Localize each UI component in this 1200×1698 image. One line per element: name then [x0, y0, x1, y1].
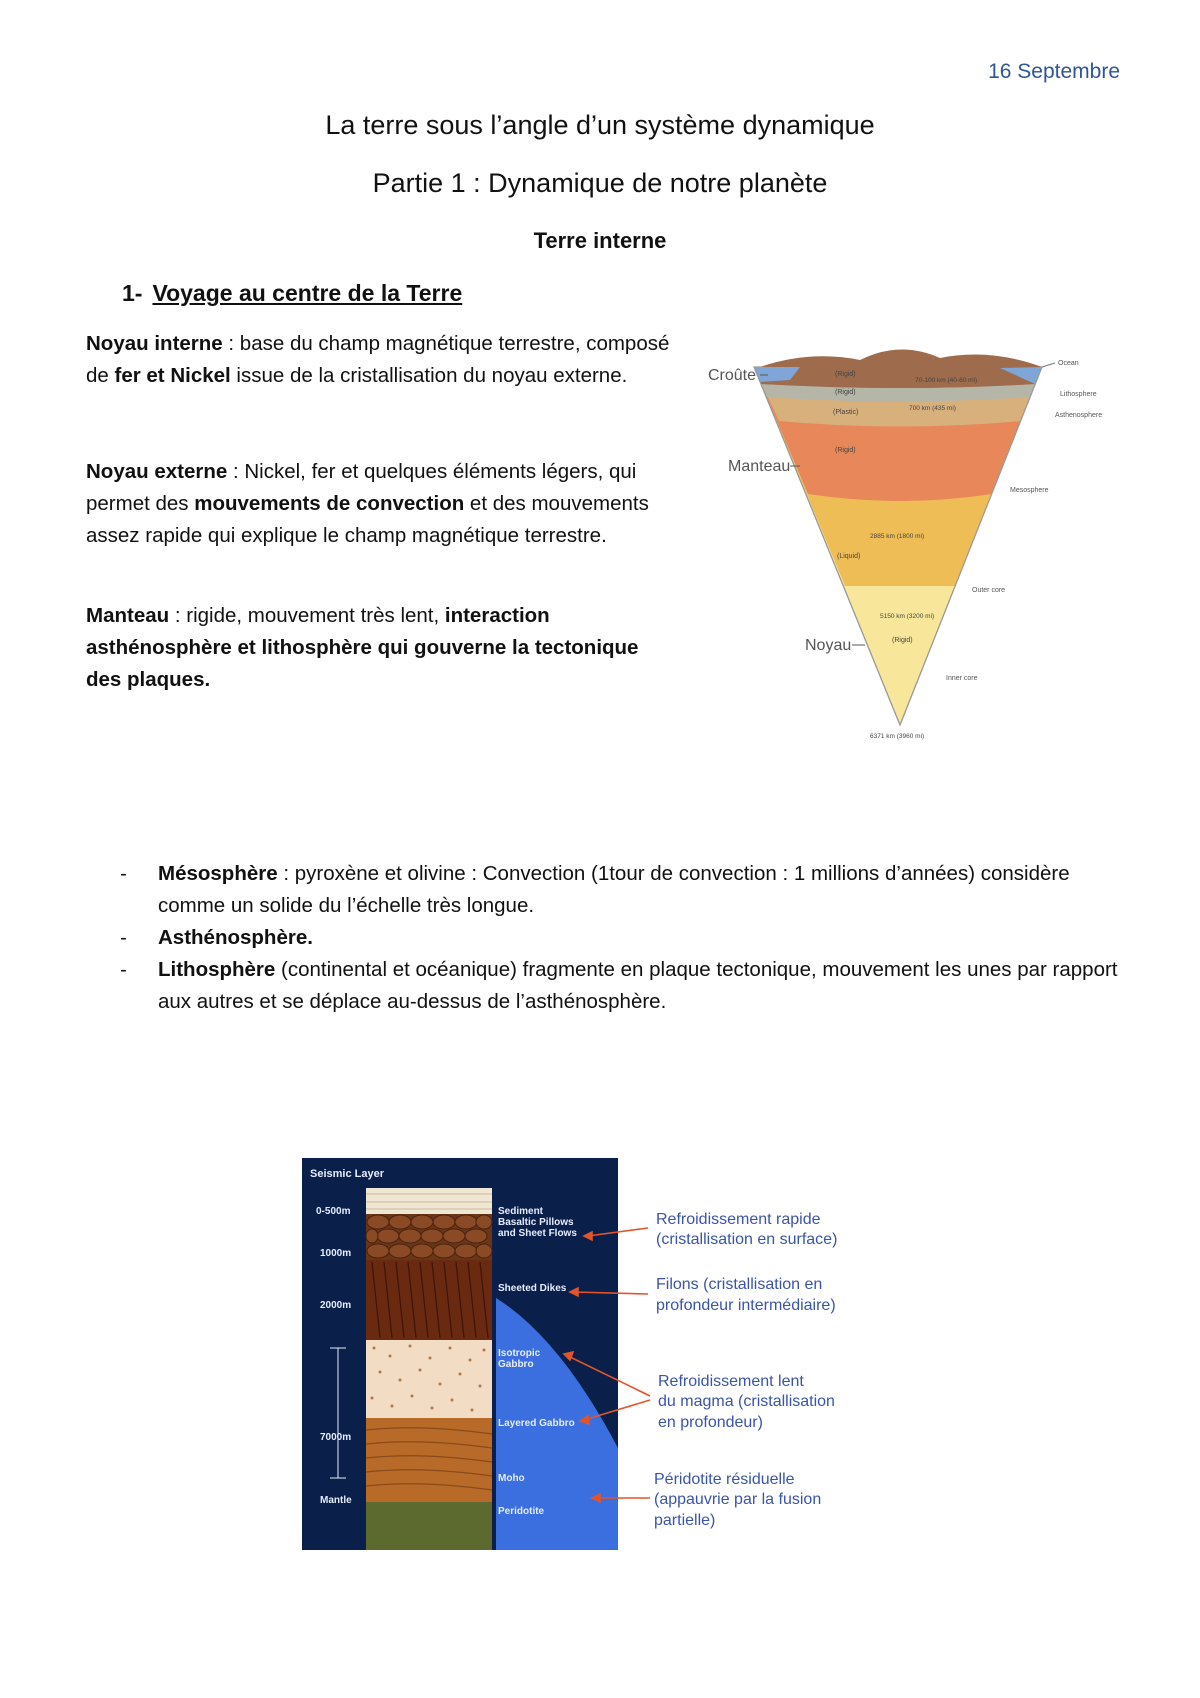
label-manteau: Manteau: [728, 458, 791, 475]
label-inner-core: Inner core: [946, 675, 978, 682]
isotropic-gabbro-layer: [366, 1340, 492, 1418]
layer-name: Basaltic Pillows: [498, 1217, 574, 1228]
depth-label: 5150 km (3200 mi): [880, 613, 935, 620]
subtitle: Terre interne: [533, 228, 667, 253]
layer-bullet-list: [120, 858, 1120, 1018]
paragraph-noyau-externe: [86, 456, 676, 552]
bullet-text: : pyroxène et olivine : Convection (1tour de convection : 1 millions d’années) considère comme un solide du l’échelle très longue.: [158, 862, 1070, 917]
rock-column: [366, 1188, 492, 1550]
annotation-text: (appauvrie par la fusion: [654, 1491, 822, 1508]
bullet-term: Mésosphère: [158, 862, 278, 885]
sediment-layer: [366, 1188, 492, 1214]
layer-name: Sediment: [498, 1206, 544, 1217]
list-item: - Asthénosphère.: [120, 926, 313, 949]
depth-tick: 7000m: [320, 1432, 352, 1443]
document-date: 16 Septembre: [988, 60, 1120, 83]
layer-label: (Liquid): [837, 553, 861, 560]
list-item: - Mésosphère : pyroxène et olivine : Convection (1tour de convection : 1 millions d’années) considère comme un solide du l’échelle très longue.: [120, 862, 1070, 917]
section-number: 1-: [122, 280, 143, 306]
layer-label: (Rigid): [835, 447, 856, 454]
pillow-shapes: [366, 1215, 492, 1258]
bold-span: interaction asthénosphère et lithosphère qui gouverne la tectonique des plaques.: [86, 604, 639, 691]
bullet-term: Lithosphère: [158, 958, 276, 981]
label-asthenosphere: Asthenosphere: [1055, 412, 1103, 419]
bold-span: fer et Nickel: [114, 364, 231, 387]
list-item: - Lithosphère (continental et océanique) fragmente en plaque tectonique, mouvement les unes par rapport aux autres et se déplace au-dessus de l’asthénosphère.: [120, 958, 1118, 1013]
annotation-text: du magma (cristallisation: [658, 1393, 835, 1410]
layer-name: Moho: [498, 1473, 525, 1484]
bullet-text: (continental et océanique) fragmente en plaque tectonique, mouvement les unes par rapport aux autres et se déplace au-dessus de l’asthénosphère.: [158, 958, 1118, 1013]
oceanic-crust-diagram: [300, 1158, 920, 1558]
depth-tick: 1000m: [320, 1248, 352, 1259]
document-title: La terre sous l’angle d’un système dynamique: [325, 110, 875, 140]
leader-line: [1042, 363, 1055, 367]
annotation-text: Péridotite résiduelle: [654, 1471, 795, 1488]
annotation-text: profondeur intermédiaire): [656, 1297, 836, 1314]
layer-name: and Sheet Flows: [498, 1228, 577, 1239]
layer-label: (Rigid): [892, 637, 913, 644]
term-noyau-externe: Noyau externe: [86, 460, 228, 483]
text-span: : Nickel, fer et quelques éléments légers, qui permet des: [86, 460, 637, 515]
depth-label: 70-100 km (40-60 mi): [915, 377, 978, 384]
annotation-text: Filons (cristallisation en: [656, 1276, 823, 1293]
layer-name: Layered Gabbro: [498, 1418, 575, 1429]
text-span: : base du champ magnétique terrestre, composé de: [86, 332, 670, 387]
layer-label: (Plastic): [833, 409, 859, 416]
depth-tick: 0-500m: [316, 1206, 351, 1217]
label-noyau: Noyau: [805, 637, 852, 654]
label-lithosphere: Lithosphere: [1060, 391, 1097, 398]
annotation-text: Refroidissement lent: [658, 1373, 804, 1390]
text-span: : rigide, mouvement très lent,: [169, 604, 445, 627]
section-heading: [122, 280, 462, 307]
depth-tick: Mantle: [320, 1495, 352, 1506]
layer-name: Isotropic: [498, 1348, 541, 1359]
depth-label: 6371 km (3960 mi): [870, 733, 925, 740]
earth-interior-diagram: [690, 330, 1110, 740]
annotation-text: partielle): [654, 1512, 716, 1529]
depth-tick: 2000m: [320, 1300, 352, 1311]
seismic-layer-header: Seismic Layer: [310, 1168, 384, 1180]
label-outer-core: Outer core: [972, 587, 1006, 594]
annotation-text: (cristallisation en surface): [656, 1231, 838, 1248]
paragraph-noyau-interne: [86, 328, 676, 392]
label-croute: Croûte: [708, 367, 757, 384]
bold-span: mouvements de convection: [194, 492, 465, 515]
layer-name: Sheeted Dikes: [498, 1283, 567, 1294]
peridotite-layer: [366, 1502, 492, 1550]
layer-label: (Rigid): [835, 389, 856, 396]
term-noyau-interne: Noyau interne: [86, 332, 223, 355]
layer-label: (Rigid): [835, 371, 856, 378]
label-mesosphere: Mesosphere: [1010, 487, 1049, 494]
paragraph-manteau: [86, 600, 676, 696]
text-span: et des mouvements assez rapide qui explique le champ magnétique terrestre.: [86, 492, 649, 547]
text-span: issue de la cristallisation du noyau externe.: [230, 364, 628, 387]
depth-label: 700 km (435 mi): [909, 405, 956, 412]
part-title: Partie 1 : Dynamique de notre planète: [372, 168, 828, 198]
term-manteau: Manteau: [86, 604, 170, 627]
bullet-term: Asthénosphère.: [158, 926, 313, 949]
depth-label: 2885 km (1800 mi): [870, 533, 925, 540]
layer-name: Gabbro: [498, 1359, 534, 1370]
annotation-text: Refroidissement rapide: [656, 1211, 821, 1228]
continental-crust: [760, 349, 1042, 388]
annotation-text: en profondeur): [658, 1414, 763, 1431]
layer-name: Peridotite: [498, 1506, 545, 1517]
section-title: Voyage au centre de la Terre: [152, 280, 463, 306]
label-ocean: Ocean: [1058, 360, 1079, 367]
